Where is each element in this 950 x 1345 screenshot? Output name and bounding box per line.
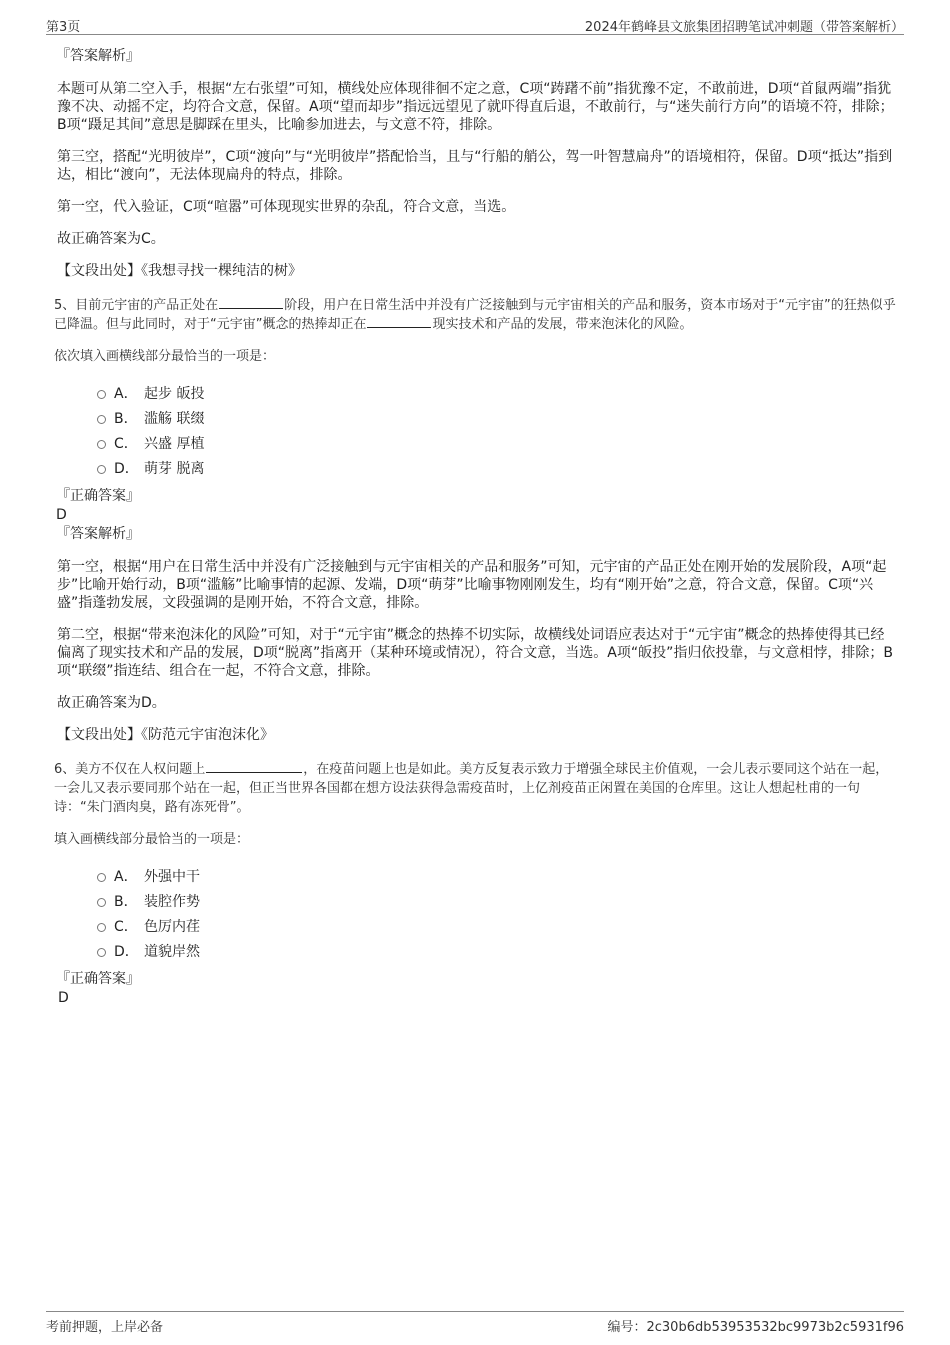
analysis-label: 『答案解析』 (56, 48, 140, 64)
option-b[interactable]: B． 滥觞 联缀 (97, 405, 897, 430)
correct-answer: D (56, 507, 67, 523)
source-citation: 【文段出处】《防范元宇宙泡沫化》 (57, 727, 274, 743)
radio-icon[interactable] (97, 390, 106, 399)
analysis-paragraph: 第一空，根据“用户在日常生活中并没有广泛接触到与元宇宙相关的产品和服务”可知，元宇宙的产品正处在刚开始的发展阶段，A项“起步”比喻开始行动，B项“滥觞”比喻事情的起源、发端，D项“萌芽”比喻事物刚刚发生，均有“刚开始”之意，符合文意，保留。C项“兴盛”指蓬勃发展，文段强调的是刚开始，不符合文意，排除。 (57, 559, 887, 611)
radio-icon[interactable] (97, 948, 106, 957)
radio-icon[interactable] (97, 923, 106, 932)
page-number: 第3页 (46, 20, 81, 35)
option-b[interactable]: B． 装腔作势 (97, 888, 897, 913)
option-a[interactable]: A． 起步 皈投 (97, 380, 897, 405)
document-id: 编号：2c30b6db53953532bc9973b2c5931f96 (607, 1320, 904, 1335)
fill-blank (219, 296, 283, 309)
analysis-paragraph: 第一空，代入验证，C项“喧嚣”可体现现实世界的杂乱，符合文意，当选。 (57, 199, 516, 215)
option-d[interactable]: D． 道貌岸然 (97, 938, 897, 963)
answer-label: 『正确答案』 (56, 971, 140, 987)
radio-icon[interactable] (97, 465, 106, 474)
option-list (57, 380, 897, 480)
correct-answer: D (58, 990, 69, 1006)
q4-analysis (57, 46, 897, 280)
page-content (54, 46, 897, 1007)
question-instruction: 依次填入画横线部分最恰当的一项是： (54, 349, 276, 364)
option-a[interactable]: A． 外强中干 (97, 863, 897, 888)
analysis-paragraph: 本题可从第二空入手，根据“左右张望”可知，横线处应体现徘徊不定之意，C项“踌躇不前”指犹豫不定，不敢前进，D项“首鼠两端”指犹豫不决、动摇不定，均符合文意，保留。A项“望而却步”指远远望见了就吓得直后退，不敢前行，与“迷失前行方向”的语境不符，排除；B项“蹑足其间”意思是脚踩在里头，比喻参加进去，与文意不符，排除。 (57, 81, 894, 133)
analysis-paragraph: 故正确答案为C。 (57, 231, 165, 247)
source-citation: 【文段出处】《我想寻找一棵纯洁的树》 (57, 263, 302, 279)
radio-icon[interactable] (97, 415, 106, 424)
radio-icon[interactable] (97, 873, 106, 882)
analysis-paragraph: 第二空，根据“带来泡沫化的风险”可知，对于“元宇宙”概念的热捧不切实际，故横线处词语应表达对于“元宇宙”概念的热捧使得其已经偏离了现实技术和产品的发展，D项“脱离”指离开（某种环境或情况），符合文意，当选。A项“皈投”指归依投靠，与文意相悖，排除；B项“联缀”指连结、组合在一起，不符合文意，排除。 (57, 627, 893, 679)
question-6 (54, 760, 897, 1007)
question-5 (54, 296, 897, 744)
page-footer (46, 1311, 904, 1334)
answer-label: 『正确答案』 (56, 488, 140, 504)
option-list (57, 863, 897, 963)
question-instruction: 填入画横线部分最恰当的一项是： (54, 832, 250, 847)
option-c[interactable]: C． 兴盛 厚植 (97, 430, 897, 455)
analysis-paragraph: 故正确答案为D。 (57, 695, 166, 711)
question-text: 5、目前元宇宙的产品正处在 阶段，用户在日常生活中并没有广泛接触到与元宇宙相关的产品和服务，资本市场对于“元宇宙”的狂热似乎已降温。但与此同时，对于“元宇宙”概念的热捧却正在 现实技术和产品的发展，带来泡沫化的风险。 (54, 298, 896, 332)
radio-icon[interactable] (97, 898, 106, 907)
question-text: 6、美方不仅在人权问题上 ，在疫苗问题上也是如此。美方反复表示致力于增强全球民主价值观，一会儿表示要同这个站在一起，一会儿又表示要同那个站在一起，但正当世界各国都在想方设法获得急需疫苗时，上亿剂疫苗正闲置在美国的仓库里。这让人想起杜甫的一句诗：“朱门酒肉臭，路有冻死骨”。 (54, 762, 889, 815)
radio-icon[interactable] (97, 440, 106, 449)
analysis-label: 『答案解析』 (56, 526, 140, 542)
fill-blank (206, 760, 302, 773)
page-header (46, 14, 904, 35)
analysis-paragraph: 第三空，搭配“光明彼岸”，C项“渡向”与“光明彼岸”搭配恰当，且与“行船的艄公，驾一叶智慧扁舟”的语境相符，保留。D项“抵达”指到达，相比“渡向”，无法体现扁舟的特点，排除。 (57, 149, 893, 183)
fill-blank (367, 315, 431, 328)
footer-slogan: 考前押题，上岸必备 (46, 1320, 164, 1335)
document-title: 2024年鹤峰县文旅集团招聘笔试冲刺题（带答案解析） (584, 20, 904, 35)
option-c[interactable]: C． 色厉内荏 (97, 913, 897, 938)
option-d[interactable]: D． 萌芽 脱离 (97, 455, 897, 480)
